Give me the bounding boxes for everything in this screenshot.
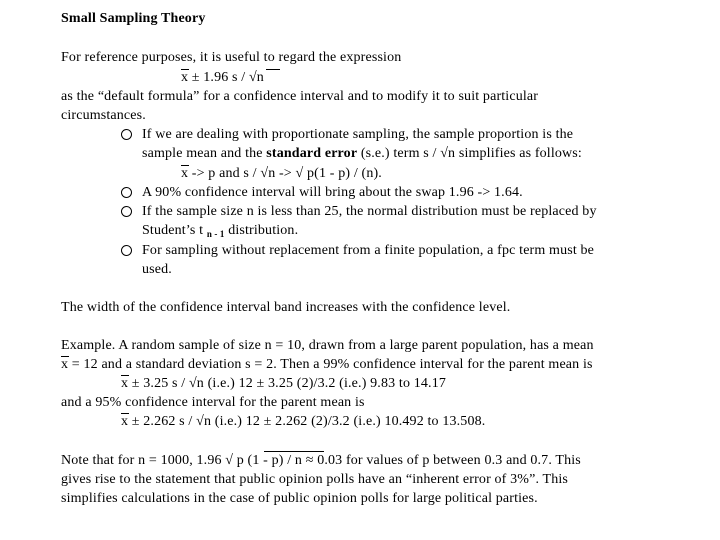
bullet-2-line-1: A 90% confidence interval will bring about the swap 1.96 -> 1.64.: [142, 185, 523, 200]
example-line-2: x = 12 and a standard deviation s = 2. Then a 99% confidence interval for the parent mean is: [61, 357, 593, 372]
bullet-icon: [121, 129, 132, 140]
example-line-3: x ± 3.25 s / √n (i.e.) 12 ± 3.25 (2)/3.2 (i.e.) 9.83 to 14.17: [121, 376, 446, 391]
example-line-5: x ± 2.262 s / √n (i.e.) 12 ± 2.262 (2)/3.2 (i.e.) 10.492 to 13.508.: [121, 414, 486, 429]
bullet-icon: [121, 187, 132, 198]
bullet-1-line-2: sample mean and the standard error (s.e.) term s / √n simplifies as follows:: [142, 146, 582, 161]
bullet-3-line-2: Student’s t $_{n - 1}$ distribution.: [142, 223, 299, 239]
intro-line-2: as the “default formula” for a confidence interval and to modify it to suit particular: [61, 89, 539, 104]
note-line-2: gives rise to the statement that public opinion polls have an “inherent error of 3%”. This: [61, 472, 568, 487]
intro-line-3: circumstances.: [61, 108, 146, 123]
intro-line-1: For reference purposes, it is useful to regard the expression: [61, 50, 402, 65]
standard-error-term: standard error: [266, 146, 358, 161]
x-bar-overline: [121, 413, 129, 414]
note-line-1: Note that for n = 1000, 1.96 √ p (1 - p) / n ≈ 0.03 for values of p between 0.3 and 0.7. This: [61, 453, 581, 468]
note-line-3: simplifies calculations in the case of public opinion polls for large political parties.: [61, 491, 538, 506]
page-title: Small Sampling Theory: [61, 11, 206, 26]
width-note: The width of the confidence interval band increases with the confidence level.: [61, 300, 511, 315]
sqrt-n-overline: [266, 69, 280, 70]
x-bar-overline: [181, 69, 189, 70]
sqrt-overline: [264, 451, 324, 452]
bullet-1-line-3: x -> p and s / √n -> √ p(1 - p) / (n).: [181, 166, 382, 181]
bullet-icon: [121, 206, 132, 217]
degrees-of-freedom: n - 1: [206, 229, 225, 239]
bullet-4-line-1: For sampling without replacement from a finite population, a fpc term must be: [142, 243, 595, 258]
default-formula: x ± 1.96 s / √n: [181, 70, 264, 85]
x-bar-overline: [181, 165, 189, 166]
example-line-4: and a 95% confidence interval for the parent mean is: [61, 395, 365, 410]
bullet-4-line-2: used.: [142, 262, 172, 277]
bullet-1-line-1: If we are dealing with proportionate sampling, the sample proportion is the: [142, 127, 574, 142]
x-bar-overline: [121, 375, 129, 376]
example-line-1: Example. A random sample of size n = 10, drawn from a large parent population, has a mean: [61, 338, 594, 353]
bullet-3-line-1: If the sample size n is less than 25, the normal distribution must be replaced by: [142, 204, 597, 219]
x-bar-overline: [61, 356, 69, 357]
bullet-icon: [121, 245, 132, 256]
